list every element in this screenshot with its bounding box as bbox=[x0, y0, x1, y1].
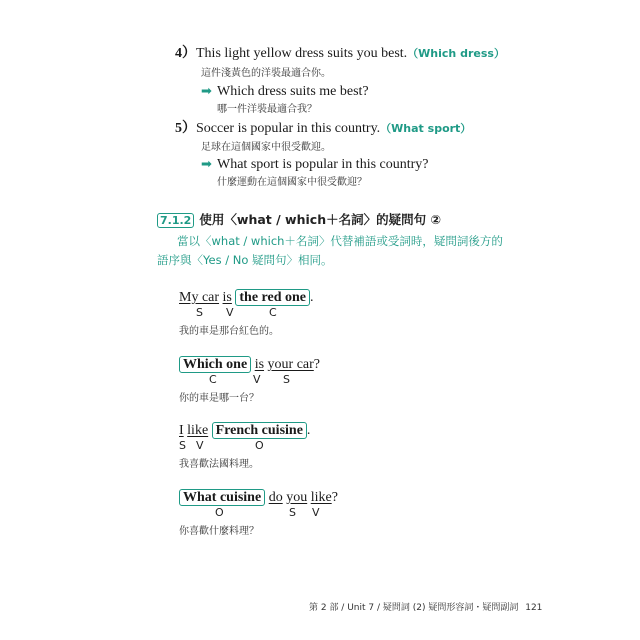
question-number: 5） bbox=[175, 121, 196, 136]
object-highlight: French cuisine bbox=[212, 422, 307, 439]
question-4 bbox=[175, 42, 505, 62]
question-hint: （Which dress） bbox=[407, 47, 505, 60]
end-punctuation: . bbox=[306, 423, 311, 438]
answer-4 bbox=[201, 80, 369, 100]
right-arrow-icon: ➡ bbox=[201, 157, 212, 172]
role-label: V bbox=[226, 306, 234, 319]
subject-phrase: My car bbox=[179, 290, 220, 305]
end-punctuation: . bbox=[310, 290, 314, 305]
section-intro-line-1: 當以〈what / which＋名詞〉代替補語或受詞時，疑問詞後方的 bbox=[177, 234, 503, 248]
role-label: S bbox=[289, 506, 296, 519]
verb-word: is bbox=[254, 357, 265, 372]
complement-highlight: Which one bbox=[179, 356, 251, 373]
role-label: S bbox=[196, 306, 203, 319]
question-sentence: This light yellow dress suits you best. bbox=[196, 46, 408, 61]
answer-sentence: What sport is popular in this country? bbox=[217, 157, 429, 172]
answer-5 bbox=[201, 153, 429, 173]
question-hint: （What sport） bbox=[380, 122, 472, 135]
example-translation-3: 我喜歡法國料理。 bbox=[179, 459, 259, 470]
example-sentence-3 bbox=[179, 422, 310, 439]
end-punctuation: ? bbox=[331, 490, 338, 505]
auxiliary-word: do bbox=[268, 490, 283, 505]
example-sentence-4 bbox=[179, 489, 338, 506]
role-label: V bbox=[196, 439, 204, 452]
section-intro-line-2: 語序與〈Yes / No 疑問句〉相同。 bbox=[157, 253, 333, 267]
page-footer bbox=[309, 600, 542, 613]
section-heading bbox=[157, 209, 441, 228]
page-number: 121 bbox=[525, 603, 543, 613]
subject-phrase: I bbox=[179, 423, 184, 438]
role-label: C bbox=[269, 306, 277, 319]
example-translation-2: 你的車是哪一台？ bbox=[179, 393, 259, 404]
role-label: V bbox=[253, 373, 261, 386]
section-title: 使用〈what / which＋名詞〉的疑問句 ② bbox=[199, 212, 442, 227]
answer-translation: 哪一件洋裝最適合我？ bbox=[217, 104, 317, 115]
subject-phrase: you bbox=[286, 490, 308, 505]
end-punctuation: ? bbox=[313, 357, 321, 372]
role-label: V bbox=[312, 506, 320, 519]
right-arrow-icon: ➡ bbox=[201, 84, 212, 99]
section-number-tag: 7.1.2 bbox=[157, 213, 194, 228]
answer-translation: 什麼運動在這個國家中很受歡迎？ bbox=[217, 177, 367, 188]
object-highlight: What cuisine bbox=[179, 489, 265, 506]
example-sentence-1 bbox=[179, 289, 314, 306]
footer-breadcrumb: 第 2 部 / Unit 7 / 疑問詞 (2) 疑問形容詞・疑問副詞 bbox=[309, 603, 519, 613]
question-translation: 足球在這個國家中很受歡迎。 bbox=[201, 142, 331, 153]
question-5 bbox=[175, 117, 471, 137]
role-label: O bbox=[255, 439, 264, 452]
role-label: O bbox=[215, 506, 224, 519]
verb-word: like bbox=[310, 490, 332, 505]
role-label: S bbox=[179, 439, 186, 452]
role-label: S bbox=[283, 373, 290, 386]
verb-word: is bbox=[222, 290, 232, 305]
question-sentence: Soccer is popular in this country. bbox=[196, 121, 381, 136]
example-translation-4: 你喜歡什麼料理？ bbox=[179, 526, 259, 537]
answer-sentence: Which dress suits me best? bbox=[217, 84, 369, 99]
question-number: 4） bbox=[175, 46, 196, 61]
question-translation: 這件淺黃色的洋裝最適合你。 bbox=[201, 68, 331, 79]
verb-word: like bbox=[187, 423, 209, 438]
complement-highlight: the red one bbox=[235, 289, 310, 306]
example-translation-1: 我的車是那台紅色的。 bbox=[179, 326, 279, 337]
subject-phrase: your car bbox=[267, 357, 314, 372]
role-label: C bbox=[209, 373, 217, 386]
example-sentence-2 bbox=[179, 356, 320, 373]
